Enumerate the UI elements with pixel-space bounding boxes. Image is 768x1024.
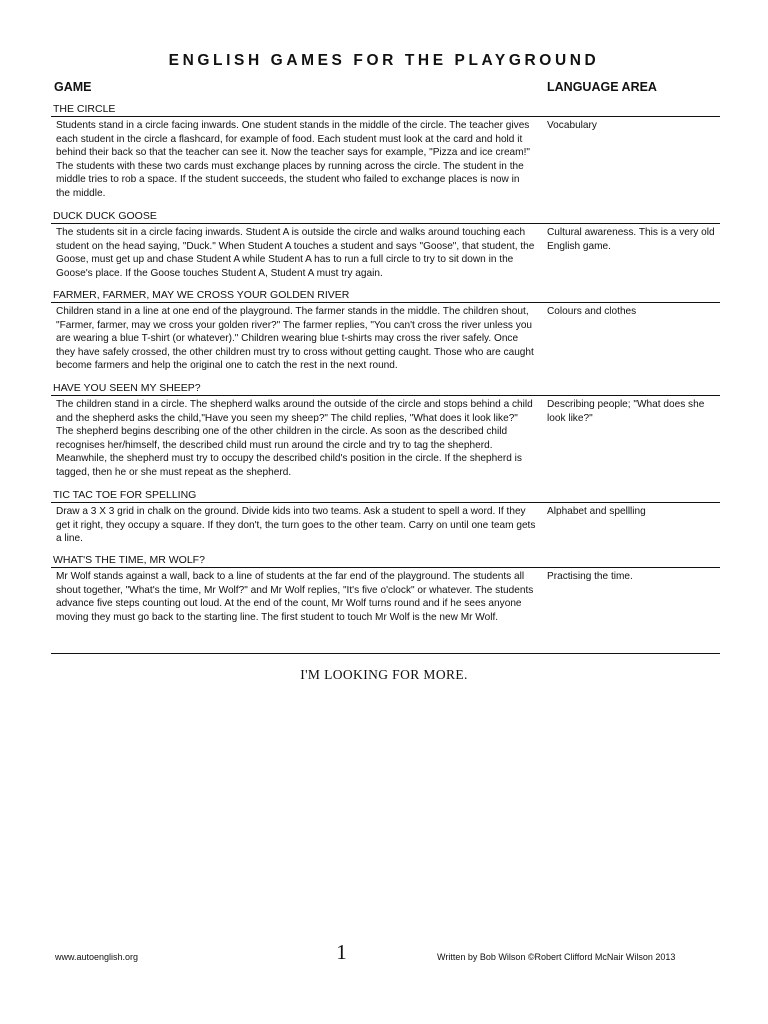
game-entry-whats-the-time-mr-wolf	[51, 553, 720, 623]
game-language-area: Alphabet and spellling	[547, 506, 646, 517]
game-name: WHAT'S THE TIME, MR WOLF?	[53, 554, 205, 566]
game-description: Mr Wolf stands against a wall, back to a line of students at the far end of the playground. The students all shout together, "What's the time, Mr Wolf?" and Mr Wolf replies, "It's five o'clock" or whatever. The students advance five steps counting out loud. At the end of the count, Mr Wolf turns round and if he sees anyone moving they must go back to the starting line. The first student to touch Mr Wolf is the new Mr Wolf.	[56, 571, 534, 623]
page-number: 1	[336, 940, 347, 964]
game-description: The students sit in a circle facing inwards. Student A is outside the circle and walks around touching each student on the head saying, "Duck." When Student A touches a student and says "Goose", that student, the Goose, must get up and chase Student A while Student A has to run a full circle to try to sit down in the Goose's place. If the Goose touches Student A, Student A must try again.	[56, 227, 535, 279]
game-entry-tic-tac-toe	[51, 488, 720, 545]
footer-credit: Written by Bob Wilson ©Robert Clifford McNair Wilson 2013	[437, 952, 676, 962]
divider	[51, 116, 720, 117]
game-name: THE CIRCLE	[53, 103, 116, 115]
game-description: Children stand in a line at one end of the playground. The farmer stands in the middle. The children shout, "Farmer, farmer, may we cross your golden river?" The farmer replies, "You can't cross the river unless you are wearing a blue T-shirt (or whatever)." Children wearing blue t-shirts may cross the river safely. Once they have safely crossed, the other children must try to cross without getting caught. Those who are caught become farmers and help the original one to catch the rest in the next round.	[56, 306, 534, 372]
game-name: FARMER, FARMER, MAY WE CROSS YOUR GOLDEN RIVER	[53, 289, 350, 301]
game-entry-duck-duck-goose	[51, 209, 720, 279]
page-title: ENGLISH GAMES FOR THE PLAYGROUND	[168, 52, 600, 69]
divider	[51, 567, 720, 568]
game-name: HAVE YOU SEEN MY SHEEP?	[53, 382, 201, 394]
divider	[51, 395, 720, 396]
game-language-area: Describing people; "What does she look like?"	[547, 399, 705, 424]
game-description: Draw a 3 X 3 grid in chalk on the ground. Divide kids into two teams. Ask a student to spell a word. If they get it right, they occupy a square. If they don't, the turn goes to the other team. Carry on until one team gets a line.	[56, 506, 536, 545]
game-column-header: GAME	[54, 80, 92, 94]
game-name: DUCK DUCK GOOSE	[53, 210, 157, 222]
game-description: Students stand in a circle facing inwards. One student stands in the middle of the circle. The teacher gives each student in the circle a flashcard, for example of food. Each student must look at the card and hold it behind their back so that the teacher can see it. Now the teacher says for example, "Pizza and ice cream!" The students with these two cards must exchange places by running across the circle. The student in the middle tries to rob a space. If the student succeeds, the student who failed to exchange places is now in the middle.	[56, 120, 530, 199]
footer-website: www.autoenglish.org	[55, 952, 139, 962]
game-language-area: Vocabulary	[547, 120, 597, 131]
divider	[51, 223, 720, 224]
game-language-area: Practising the time.	[547, 571, 633, 582]
divider	[51, 502, 720, 503]
closing-note: I'M LOOKING FOR MORE.	[300, 667, 468, 682]
language-area-column-header: LANGUAGE AREA	[547, 80, 657, 94]
game-description: The children stand in a circle. The shepherd walks around the outside of the circle and stops behind a child and the shepherd asks the child,"Have you seen my sheep?" The child replies, "What does it look like?" The shepherd begins describing one of the other children in the circle. As soon as the described child recognises her/himself, the described child must run around the circle and try to tag the shepherd. Meanwhile, the shepherd must try to occupy the described child's position in the circle. If the shepherd is tagged, then he or she must repeat as the shepherd.	[56, 399, 533, 478]
game-language-area: Cultural awareness. This is a very old English game.	[547, 227, 715, 252]
divider	[51, 302, 720, 303]
game-name: TIC TAC TOE FOR SPELLING	[53, 489, 197, 501]
game-entry-the-circle	[51, 102, 720, 199]
game-language-area: Colours and clothes	[547, 306, 637, 317]
table-bottom-divider	[51, 653, 720, 654]
game-entry-farmer-farmer	[51, 288, 720, 372]
game-entry-have-you-seen-my-sheep	[51, 381, 720, 478]
